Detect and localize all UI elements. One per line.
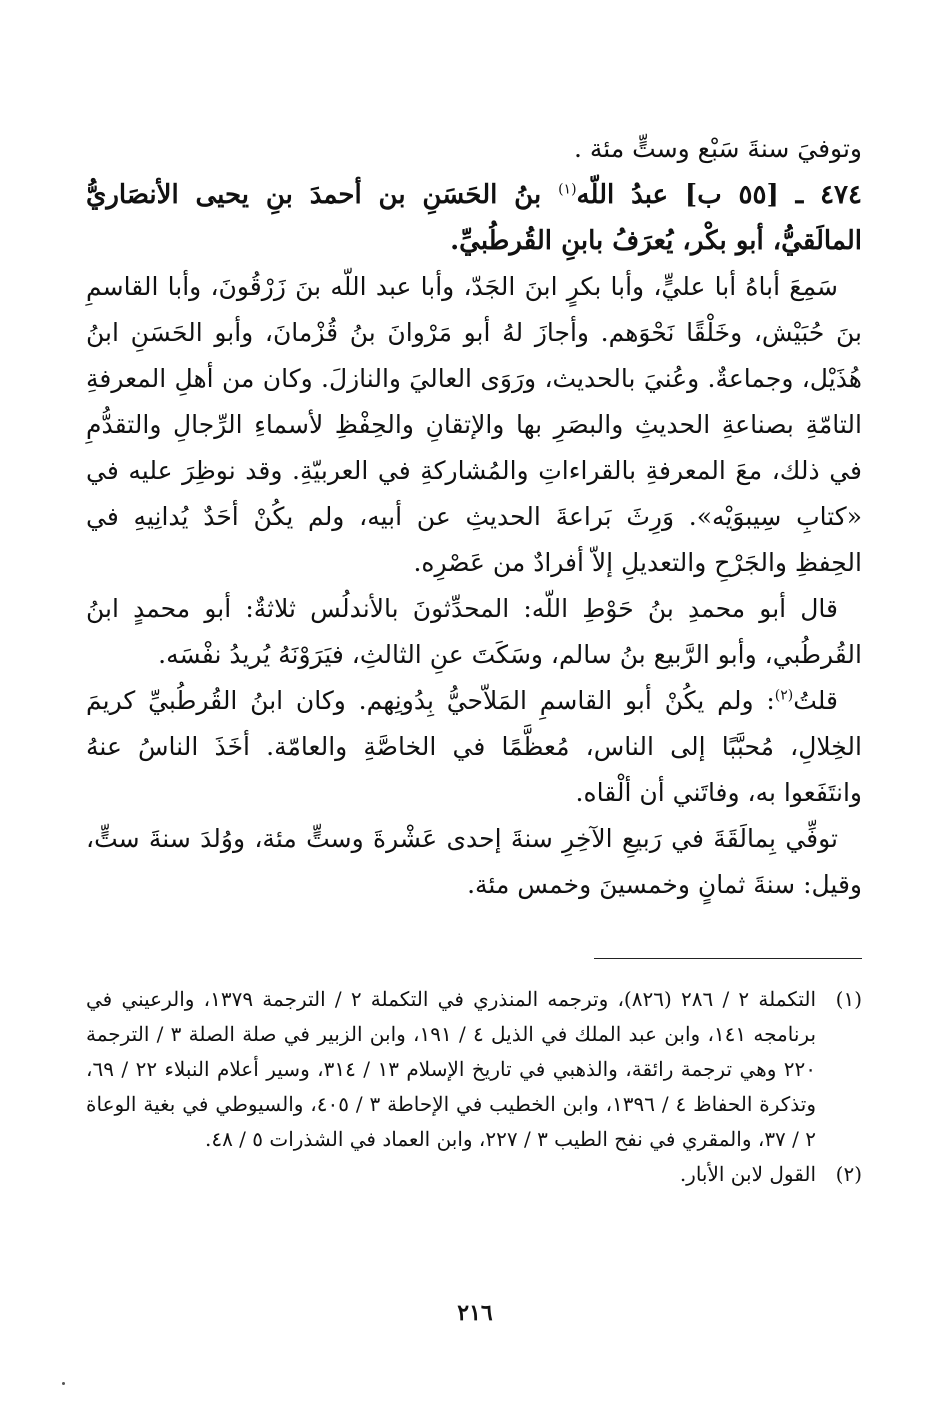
- footnote-ref-2: (٢): [774, 687, 794, 704]
- qultu-word: قلتُ: [793, 686, 838, 715]
- footnote-divider: [594, 958, 862, 959]
- opening-line: وتوفيَ سنةَ سَبْع وستٍّ مئة .: [573, 134, 862, 163]
- paragraph-quote: قال أبو محمدِ بنُ حَوْطِ اللّه: المحدِّثونَ بالأندلُس ثلاثةٌ: أبو محمدٍ ابنُ القُرطُبي، وأبو الرَّبيع بنُ سالم، وسَكَتَ عنِ الثالثِ، فيَرَوْنَهُ يُريدُ نفْسَه.: [86, 594, 862, 669]
- qultu-text: : ولم يكُنْ أبو القاسمِ المَلاّحيُّ بِدُونِهم. وكان ابنُ القُرطُبيِّ كريمَ الخِلالِ، مُحبَّبًا إلى الناس، مُعظَّمًا في الخاصَّةِ والعامّة. أخَذَ الناسُ عنهُ وانتَفَعوا به، وفاتَني أن ألْقاه.: [86, 686, 862, 807]
- entry-name-start: عبدُ اللّه: [576, 180, 669, 210]
- footnote-2: [86, 1157, 862, 1192]
- entry-name-rest: بنُ الحَسَنِ بن أحمدَ بنِ يحيى الأنصَاريُّ المالَقيُّ، أبو بكْر، يُعرَفُ بابنِ القُرطُبيِّ.: [86, 180, 862, 256]
- scan-speck: [62, 1382, 65, 1385]
- entry-number: ٤٧٤ ـ [٥٥ ب]: [668, 180, 862, 210]
- footnote-marker: (٢): [835, 1162, 862, 1186]
- paragraph-author-note: [86, 678, 862, 816]
- footnote-1: [86, 982, 862, 1157]
- main-text: [86, 126, 862, 908]
- paragraph-biography: سَمِعَ أباهُ أبا عليٍّ، وأبا بكرٍ ابنَ الجَدّ، وأبا عبد اللّه بنَ زَرْقُونَ، وأبا القاسمِ بنَ حُبَيْش، وخَلْقًا نَحْوَهم. وأجازَ لهُ أبو مَرْوانَ بنُ قُزْمانَ، وأبو الحَسَنِ ابنُ هُذَيْل، وجماعةٌ. وعُنيَ بالحديث، ورَوَى العاليَ والنازلَ. وكان من أهلِ المعرفةِ التامّةِ بصناعةِ الحديثِ والبصَرِ بها والإتقانِ والحِفْظِ لأسماءِ الرِّجالِ والتقدُّمِ في ذلك، معَ المعرفةِ بالقراءاتِ والمُشاركةِ في العربيّةِ. وقد نوظِرَ عليه في «كتابِ سِيبوَيْه». وَرِثَ بَراعةَ الحديثِ عن أبيه، ولم يكُنْ أحَدٌ يُدانِيهِ في الحِفظِ والجَرْحِ والتعديلِ إلاّ أفرادٌ من عَصْرِه.: [86, 272, 862, 577]
- entry-heading: [86, 172, 862, 264]
- page-number: ٢١٦: [457, 1300, 493, 1326]
- footnote-marker: (١): [835, 987, 862, 1011]
- paragraph-death-birth: توفِّي بِمالَقَةَ في رَبيعِ الآخِرِ سنةَ إحدى عَشْرةَ وستٍّ مئة، ووُلدَ سنةَ ستٍّ، وقيل: سنةَ ثمانٍ وخمسينَ وخمس مئة.: [86, 824, 862, 899]
- footnotes-section: [86, 982, 862, 1192]
- footnote-ref-1: (١): [558, 181, 577, 198]
- footnote-text: القول لابن الأبار.: [679, 1162, 816, 1186]
- footnote-text: التكملة ٢ / ٢٨٦ (٨٢٦)، وترجمه المنذري في التكملة ٢ / الترجمة ١٣٧٩، والرعيني في برنامجه ١٤١، وابن عبد الملك في الذيل ٤ / ١٩١، وابن الزبير في صلة الصلة ٣ / الترجمة ٢٢٠ وهي ترجمة رائقة، والذهبي في تاريخ الإسلام ١٣ / ٣١٤، وسير أعلام النبلاء ٢٢ / ٦٩، وتذكرة الحفاظ ٤ / ١٣٩٦، وابن الخطيب في الإحاطة ٣ / ٤٠٥، والسيوطي في بغية الوعاة ٢ / ٣٧، والمقري في نفح الطيب ٣ / ٢٢٧، وابن العماد في الشذرات ٥ / ٤٨.: [86, 987, 817, 1151]
